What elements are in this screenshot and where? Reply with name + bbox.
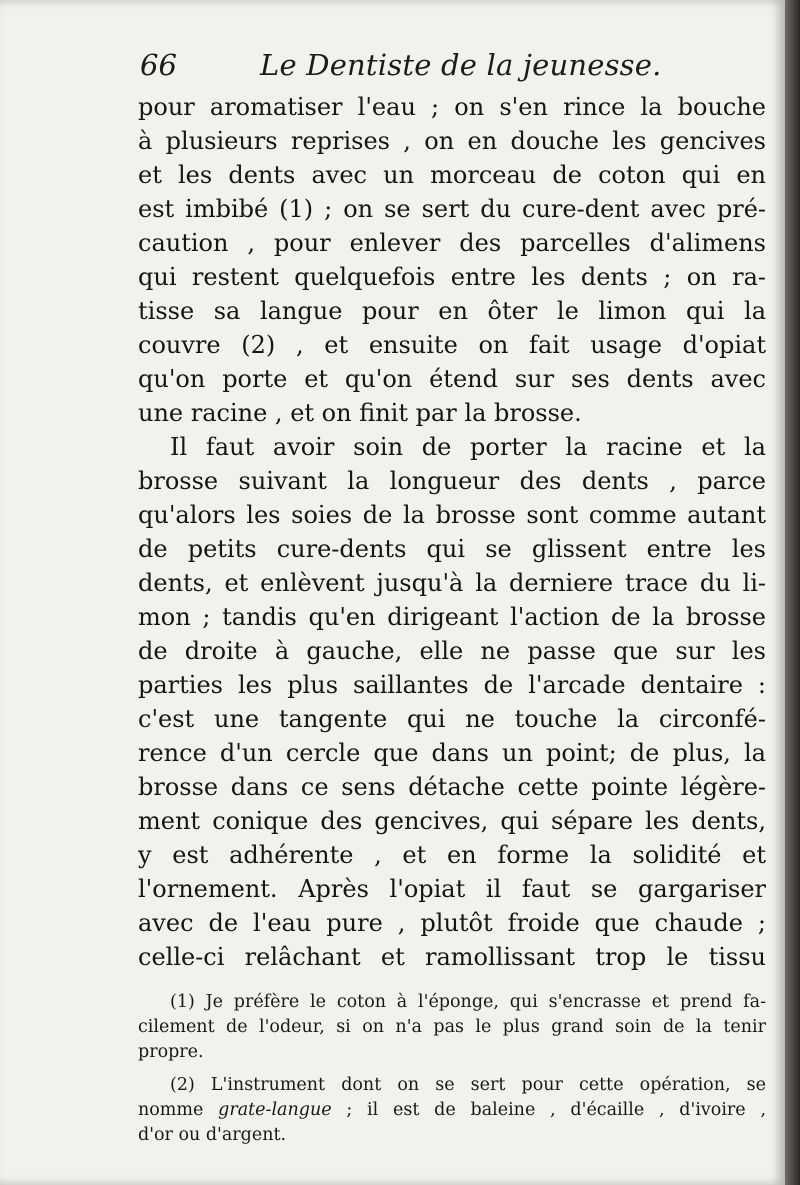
text-line: avec de l'eau pure , plutôt froide que chaude ; [138,909,766,937]
text-line: c'est une tangente qui ne touche la circonfé- [138,705,766,733]
footnote-1-line: propre. [138,1042,204,1062]
footnote-1-line: (1) Je préfère le coton à l'éponge, qui s'encrasse et prend fa- [170,992,766,1012]
text-line: à plusieurs reprises , on en douche les gencives [138,127,766,155]
footnote-2-line: d'or ou d'argent. [138,1125,287,1145]
text-line: de droite à gauche, elle ne passe que sur les [138,637,766,665]
text-line: brosse dans ce sens détache cette pointe légère- [138,773,766,801]
text-line: dents, et enlèvent jusqu'à la derniere trace du li- [138,569,766,597]
text-line: qui restent quelquefois entre les dents ; on ra- [138,263,766,291]
text-line: parties les plus saillantes de l'arcade dentaire : [138,671,766,699]
footnote-2-line: (2) L'instrument dont on se sert pour cette opération, se [170,1075,766,1095]
text-line: qu'alors les soies de la brosse sont comme autant [138,501,766,529]
page-number: 66 [140,48,177,82]
text-line: et les dents avec un morceau de coton qui en [138,161,766,189]
text-line: de petits cure-dents qui se glissent entre les [138,535,766,563]
text-line: une racine , et on finit par la brosse. [138,399,582,427]
text-line: tisse sa langue pour en ôter le limon qui la [138,297,766,325]
footnote-2-text: ; il est de baleine , d'écaille , d'ivoire , [331,1100,766,1120]
text-line: l'ornement. Après l'opiat il faut se gargariser [138,875,766,903]
text-line: y est adhérente , et en forme la solidité et [138,841,766,869]
text-line: Il faut avoir soin de porter la racine et la [170,433,766,461]
text-line: qu'on porte et qu'on étend sur ses dents avec [138,365,766,393]
footnote-2-text: nomme [138,1100,219,1120]
running-title: Le Dentiste de la jeunesse. [260,48,662,82]
text-line: caution , pour enlever des parcelles d'alimens [138,229,766,257]
text-line: brosse suivant la longueur des dents , parce [138,467,766,495]
footnote-1-line: cilement de l'odeur, si on n'a pas le plus grand soin de la tenir [138,1017,766,1037]
text-line: pour aromatiser l'eau ; on s'en rince la bouche [138,93,766,121]
footnotes [138,990,766,1148]
footnote-2-term: grate-langue [218,1100,332,1120]
text-line: est imbibé (1) ; on se sert du cure-dent avec pré- [138,195,766,223]
text-line: ment conique des gencives, qui sépare les dents, [138,807,766,835]
body-text [138,90,766,974]
text-line: rence d'un cercle que dans un point; de plus, la [138,739,766,767]
text-line: mon ; tandis qu'en dirigeant l'action de la brosse [138,603,766,631]
page-header [140,48,760,88]
page-edge-shadow [785,0,800,1185]
footnote-2-line [138,1098,766,1123]
text-line: celle-ci relâchant et ramollissant trop le tissu [138,943,766,971]
text-line: couvre (2) , et ensuite on fait usage d'opiat [138,331,766,359]
